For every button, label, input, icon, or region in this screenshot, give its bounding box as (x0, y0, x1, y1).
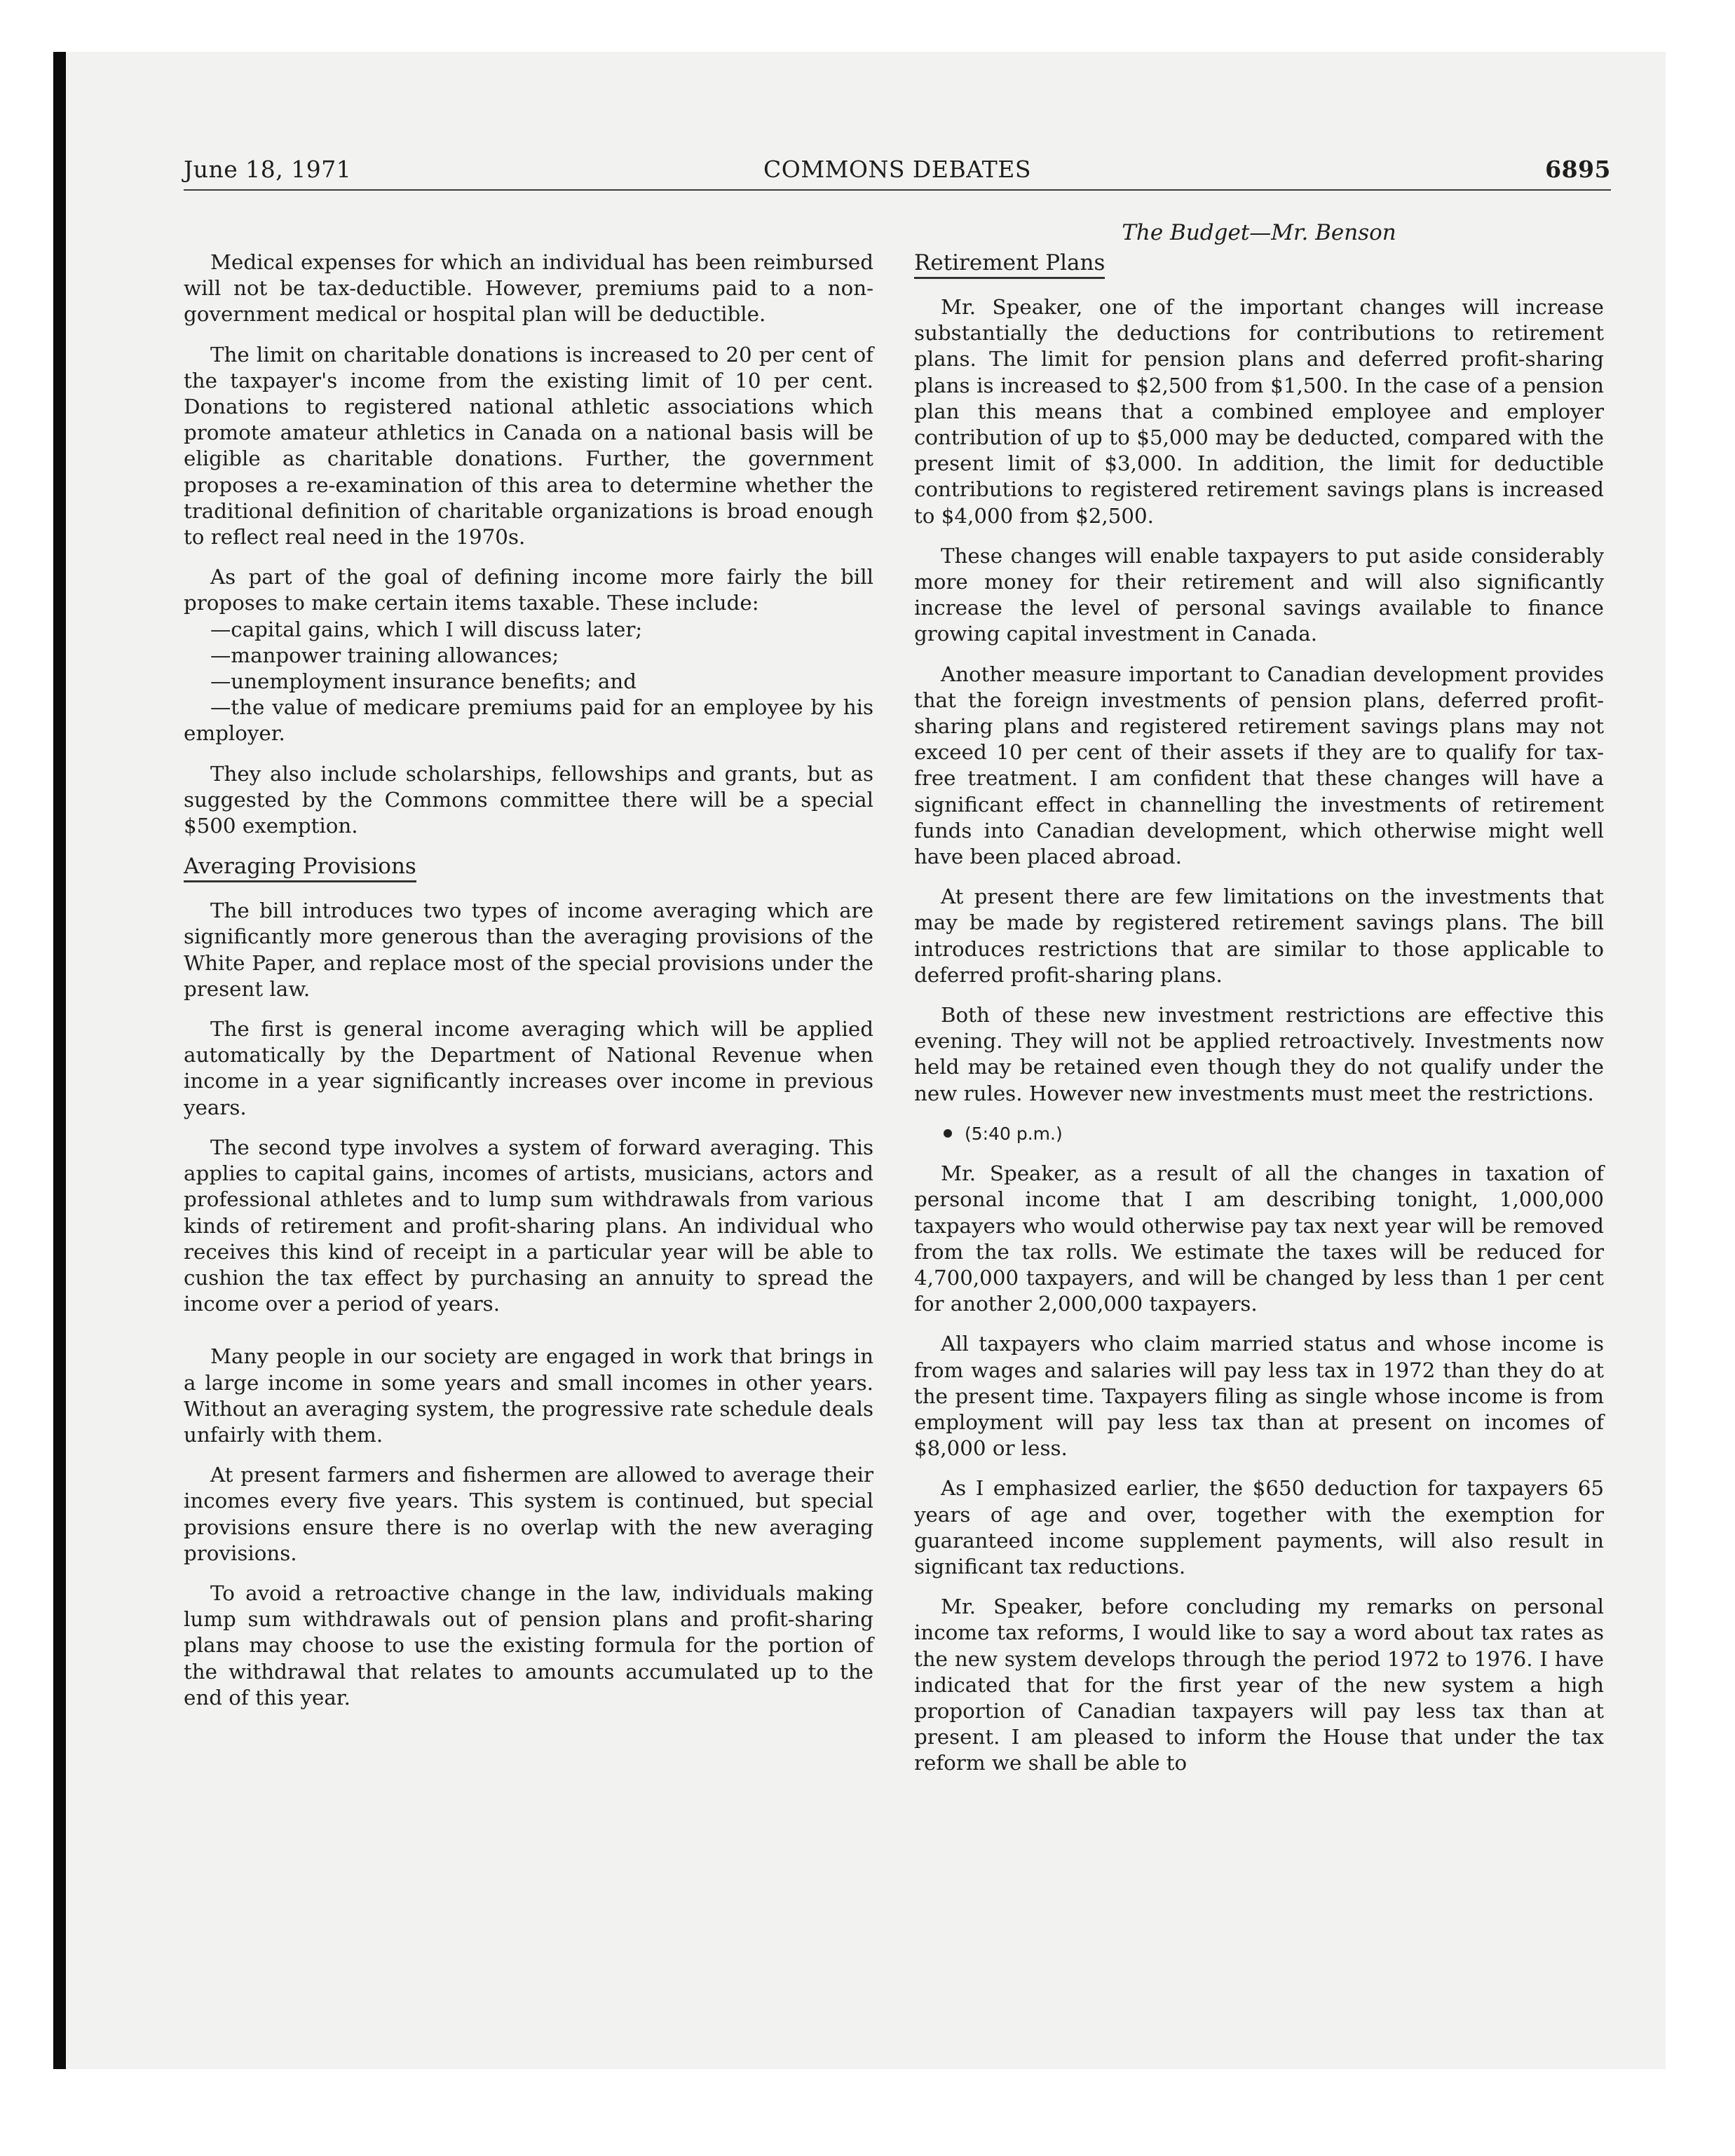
paragraph: The second type involves a system of forward averaging. This applies to capital gains, incomes of artists, musicians, actors and professional athletes and to lump sum withdrawals from various kinds of retirement and profit-sharing plans. An individual who receives this kind of receipt in a particular year will be able to cushion the tax effect by purchasing an annuity to spread the income over a period of years. (184, 1135, 873, 1316)
paragraph: The limit on charitable donations is increased to 20 per cent of the taxpayer's income from the existing limit of 10 per cent. Donations to registered national athletic associations which promote amateur athletics in Canada on a national basis will be eligible as charitable donations. Further, the government proposes a re-examination of this area to determine whether the traditional definition of charitable organizations is broad enough to reflect real need in the 1970s. (184, 342, 873, 550)
bullet-icon (944, 1129, 952, 1138)
list-item: —capital gains, which I will discuss later; (210, 617, 643, 641)
paragraph: Both of these new investment restrictions are effective this evening. They will not be applied retroactively. Investments now held may be retained even though they do not qualify under the new rules. However new investments must meet the restrictions. (914, 1003, 1604, 1105)
list-item: —the value of medicare premiums paid for an employee by his employer. (184, 695, 873, 746)
section-heading-averaging: Averaging Provisions (184, 853, 416, 882)
page-header (184, 156, 1611, 191)
paragraph: All taxpayers who claim married status and whose income is from wages and salaries will pay less tax in 1972 than they do at the present time. Taxpayers filing as single whose income is from employment will pay less tax than at present on incomes of $8,000 or less. (914, 1332, 1604, 1461)
paragraph: Mr. Speaker, as a result of all the changes in taxation of personal income that I am describing tonight, 1,000,000 taxpayers who would otherwise pay tax next year will be removed from the tax rolls. We estimate the taxes will be reduced for 4,700,000 taxpayers, and will be changed by less than 1 per cent for another 2,000,000 taxpayers. (914, 1161, 1604, 1316)
section-heading-retirement: Retirement Plans (914, 250, 1105, 279)
paragraph: Mr. Speaker, before concluding my remarks on personal income tax reforms, I would like to say a word about tax rates as the new system develops through the period 1972 to 1976. I have indicated that for the first year of the new system a high proportion of Canadian taxpayers will pay less tax than at present. I am pleased to inform the House that under the tax reform we shall be able to (914, 1595, 1604, 1775)
page-number: 6895 (1545, 156, 1611, 183)
paragraph: Many people in our society are engaged in work that brings in a large income in some years and small incomes in other years. Without an averaging system, the progressive rate schedule deals unfairly with them. (184, 1344, 873, 1447)
header-date: June 18, 1971 (184, 156, 352, 183)
header-rule (184, 189, 1611, 191)
scan-edge-bar (53, 52, 66, 2069)
right-column (914, 250, 1604, 1791)
paragraph: They also include scholarships, fellowships and grants, but as suggested by the Commons committee there will be a special $500 exemption. (184, 761, 873, 838)
paragraph: The bill introduces two types of income averaging which are significantly more generous than the averaging provisions of the White Paper, and replace most of the special provisions under the present law. (184, 899, 873, 1001)
paragraph: These changes will enable taxpayers to put aside considerably more money for their retirement and will also significantly increase the level of personal savings available to finance growing capital investment in Canada. (914, 543, 1604, 646)
paragraph: Another measure important to Canadian development provides that the foreign investments of pension plans, deferred profit-sharing plans and registered retirement savings plans may not exceed 10 per cent of their assets if they are to qualify for tax-free treatment. I am confident that these changes will have a significant effect in channelling the investments of retirement funds into Canadian development, which otherwise might well have been placed abroad. (914, 662, 1604, 869)
timestamp (914, 1121, 1604, 1147)
paragraph: To avoid a retroactive change in the law, individuals making lump sum withdrawals out of pension plans and profit-sharing plans may choose to use the existing formula for the portion of the withdrawal that relates to amounts accumulated up to the end of this year. (184, 1581, 873, 1710)
paragraph: At present farmers and fishermen are allowed to average their incomes every five years. This system is continued, but special provisions ensure there is no overlap with the new averaging provisions. (184, 1463, 873, 1565)
paragraph: Medical expenses for which an individual has been reimbursed will not be tax-deductible. However, premiums paid to a non-government medical or hospital plan will be deductible. (184, 250, 873, 327)
running-head: The Budget—Mr. Benson (1122, 220, 1396, 245)
timestamp-text: (5:40 p.m.) (965, 1123, 1063, 1144)
paragraph: As I emphasized earlier, the $650 deduction for taxpayers 65 years of age and over, together with the exemption for guaranteed income supplement payments, will also result in significant tax reductions. (914, 1476, 1604, 1578)
list-item: —unemployment insurance benefits; and (210, 669, 637, 694)
paragraph: The first is general income averaging which will be applied automatically by the Department of National Revenue when income in a year significantly increases over income in previous years. (184, 1017, 873, 1119)
list-item: —manpower training allowances; (210, 643, 559, 667)
paragraph: As part of the goal of defining income more fairly the bill proposes to make certain items taxable. These include: (184, 565, 873, 615)
paragraph: Mr. Speaker, one of the important changes will increase substantially the deductions for contributions to retirement plans. The limit for pension plans and deferred profit-sharing plans is increased to $2,500 from $1,500. In the case of a pension plan this means that a combined employee and employer contribution of up to $5,000 may be deducted, compared with the present limit of $3,000. In addition, the limit for deductible contributions to registered retirement savings plans is increased to $4,000 from $2,500. (914, 295, 1604, 528)
paragraph: At present there are few limitations on the investments that may be made by registered retirement savings plans. The bill introduces restrictions that are similar to those applicable to deferred profit-sharing plans. (914, 885, 1604, 987)
left-column (184, 250, 873, 1725)
header-title: COMMONS DEBATES (763, 156, 1031, 183)
